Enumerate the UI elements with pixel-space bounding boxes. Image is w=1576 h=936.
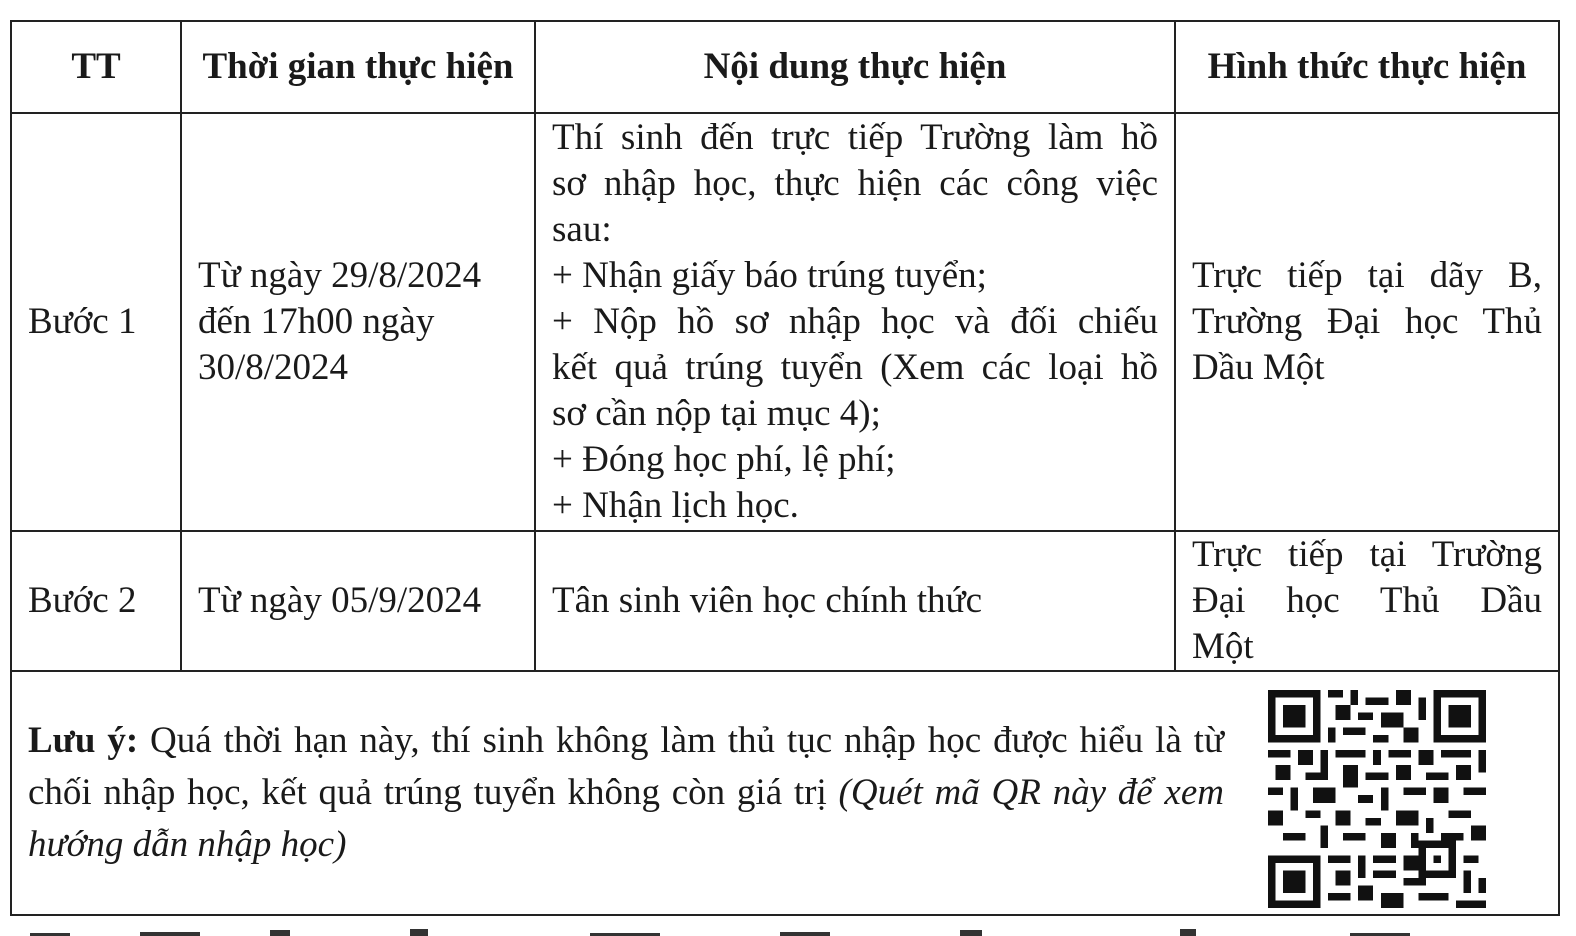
note-row xyxy=(11,671,1559,915)
note-italic: (Quét mã QR này để xem hướng dẫn nhập học) xyxy=(28,772,1224,865)
header-form: Hình thức thực hiện xyxy=(1175,21,1559,113)
content-line: Thí sinh đến trực tiếp Trường làm hồ xyxy=(552,117,1158,158)
step-cell: Bước 2 xyxy=(11,531,181,671)
qr-code-icon[interactable] xyxy=(1268,690,1486,908)
table-header-row xyxy=(11,21,1559,113)
time-line: Từ ngày 05/9/2024 xyxy=(198,580,482,621)
table-row xyxy=(11,113,1559,531)
content-line: + Đóng học phí, lệ phí; xyxy=(552,439,896,480)
form-line: Đại học Thủ Dầu xyxy=(1192,580,1542,621)
form-line: Trường Đại học Thủ xyxy=(1192,301,1542,342)
time-cell xyxy=(181,113,535,531)
note-cell xyxy=(11,671,1559,915)
header-tt: TT xyxy=(11,21,181,113)
note-label: Lưu ý: xyxy=(28,720,139,761)
form-line: Dầu Một xyxy=(1192,347,1325,388)
form-line: Trực tiếp tại dãy B, xyxy=(1192,255,1542,296)
content-line: + Nhận giấy báo trúng tuyển; xyxy=(552,255,987,296)
content-cell xyxy=(535,531,1175,671)
note-text xyxy=(28,715,1224,871)
content-line: sơ cần nộp tại mục 4); xyxy=(552,393,881,434)
content-line: + Nhận lịch học. xyxy=(552,485,799,526)
content-line: sau: xyxy=(552,209,612,250)
content-line: sơ nhập học, thực hiện các công việc xyxy=(552,163,1158,204)
content-line: + Nộp hồ sơ nhập học và đối chiếu xyxy=(552,301,1158,342)
table-row xyxy=(11,531,1559,671)
content-cell xyxy=(535,113,1175,531)
header-content: Nội dung thực hiện xyxy=(535,21,1175,113)
content-line: Tân sinh viên học chính thức xyxy=(552,580,983,621)
form-line: Trực tiếp tại Trường xyxy=(1192,534,1542,575)
form-cell xyxy=(1175,113,1559,531)
step-cell: Bước 1 xyxy=(11,113,181,531)
time-line: 30/8/2024 xyxy=(198,347,349,388)
form-cell xyxy=(1175,531,1559,671)
header-time: Thời gian thực hiện xyxy=(181,21,535,113)
time-line: đến 17h00 ngày xyxy=(198,301,435,342)
cropped-next-line xyxy=(0,924,1576,936)
schedule-table xyxy=(10,20,1560,916)
note-body: Quá thời hạn này, thí sinh không làm thủ tục nhập học được hiểu là từ chối nhập học, kết quả trúng tuyển không còn giá trị xyxy=(28,720,1225,813)
time-line: Từ ngày 29/8/2024 xyxy=(198,255,482,296)
form-line: Một xyxy=(1192,626,1254,667)
admission-schedule-page xyxy=(10,20,1558,916)
time-cell xyxy=(181,531,535,671)
content-line: kết quả trúng tuyển (Xem các loại hồ xyxy=(552,347,1158,388)
